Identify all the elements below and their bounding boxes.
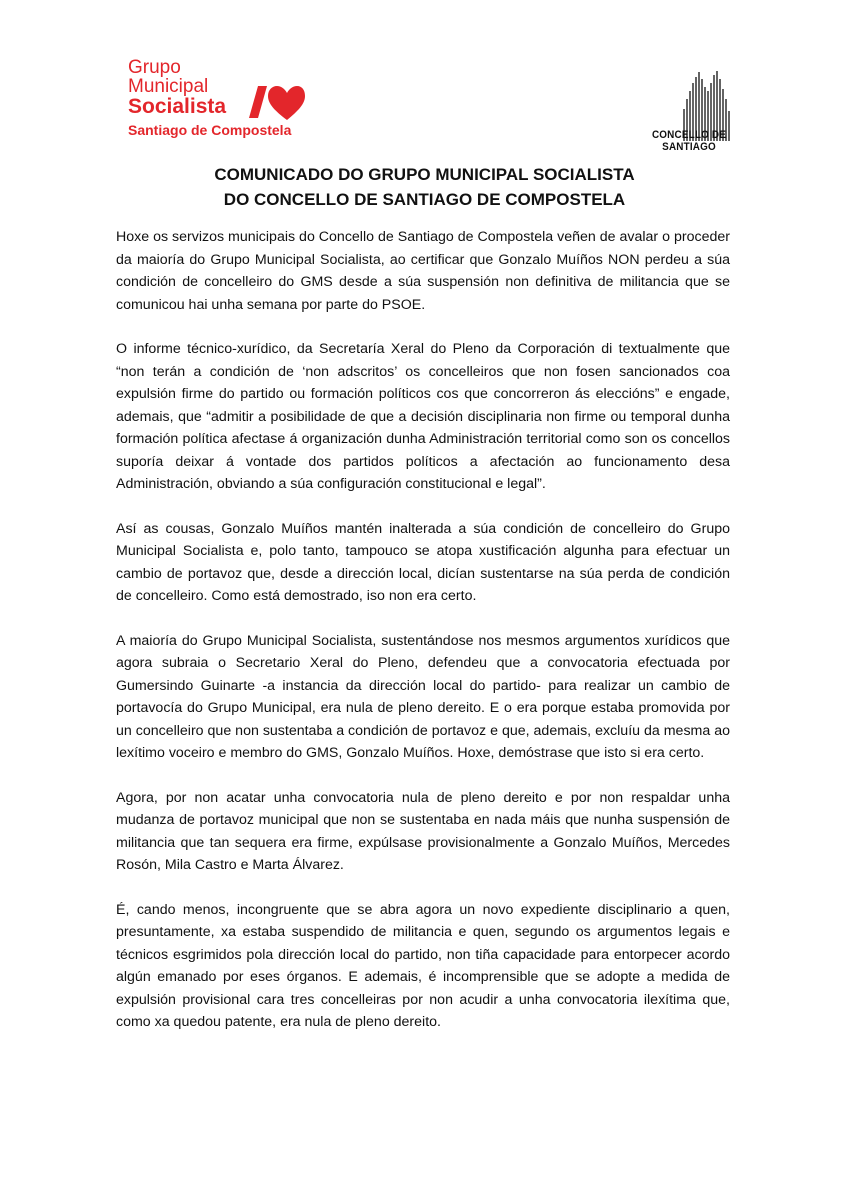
- paragraph: Hoxe os servizos municipais do Concello de Santiago de Compostela veñen de avalar o proceder da maioría do Grupo Municipal Socialista, ao certificar que Gonzalo Muíños NON perdeu a súa condición de concelleiro do GMS desde a súa suspensión non definitiva de militancia que se comunicou hai unha semana por parte do PSOE.: [116, 229, 730, 313]
- document-body: [116, 226, 730, 1056]
- logo-line-santiago: Santiago de Compostela: [128, 122, 292, 138]
- paragraph: É, cando menos, incongruente que se abra agora un novo expediente disciplinario a quen, presuntamente, xa estaba suspendido de militancia e quen, segundo os argumentos legais e técnicos esgrimidos pola dirección local do partido, non tiña capacidade para entorpecer acordo algún emanado por eses órganos. E ademais, é incomprensible que se adopte a medida de expulsión provisional cara tres concelleiras por non acudir a unha convocatoria ilexítima que, como xa quedou patente, era nula de pleno dereito.: [116, 901, 730, 1030]
- gms-logo: [128, 56, 328, 148]
- paragraph: A maioría do Grupo Municipal Socialista, sustentándose nos mesmos argumentos xurídicos que agora subraia o Secretario Xeral do Pleno, defendeu que a convocatoria efectuada por Gumersindo Guinarte -a instancia da dirección local do partido- para realizar un cambio de portavocía do Grupo Municipal, era nula de pleno dereito. E o era porque estaba promovida por un concelleiro que non sustentaba a condición de portavoz e que, ademais, excluíu da mesma ao lexítimo voceiro e membro do GMS, Gonzalo Muíños. Hoxe, demóstrase que isto si era certo.: [116, 632, 730, 761]
- document-title: [90, 162, 759, 212]
- concello-line-2: SANTIAGO: [662, 141, 716, 153]
- concello-logo-text: [648, 129, 731, 153]
- concello-line-1: CONCELLO DE: [651, 129, 727, 141]
- logo-line-municipal: Municipal: [128, 76, 209, 97]
- logo-line-socialista: Socialista: [128, 95, 227, 118]
- title-line-1: COMUNICADO DO GRUPO MUNICIPAL SOCIALISTA: [214, 165, 635, 184]
- paragraph: Así as cousas, Gonzalo Muíños mantén inalterada a súa condición de concelleiro do Grupo Municipal Socialista e, polo tanto, tampouco se atopa xustificación algunha para efectuar un cambio de portavoz que, desde a dirección local, dicían sustentarse na súa perda de condición de concelleiro. Como está demostrado, iso non era certo.: [116, 520, 730, 604]
- logo-line-grupo: Grupo: [128, 57, 181, 78]
- title-line-2: DO CONCELLO DE SANTIAGO DE COMPOSTELA: [223, 190, 626, 209]
- heart-icon: [245, 82, 305, 122]
- paragraph: Agora, por non acatar unha convocatoria nula de pleno dereito e por non respaldar unha mudanza de portavoz municipal que non se sustentaba en nada máis que nunha suspensión de militancia que tan sequera era firme, expúlsase provisionalmente a Gonzalo Muíños, Mercedes Rosón, Mila Castro e Marta Álvarez.: [116, 789, 730, 873]
- paragraph: O informe técnico-xurídico, da Secretaría Xeral do Pleno da Corporación di textualmente que “non terán a condición de ‘non adscritos’ os concelleiros que non fosen sancionados coa expulsión firme do partido ou formación políticos cos que concorreron ás eleccións” e engade, ademais, que “admitir a posibilidade de que a decisión disciplinaria non firme ou temporal dunha formación política afectase á organización dunha Administración territorial como son os concellos suporía deixar á vontade dos partidos políticos a afectación ao funcionamento desa Administración, obviando a súa configuración constitucional e legal”.: [116, 341, 730, 492]
